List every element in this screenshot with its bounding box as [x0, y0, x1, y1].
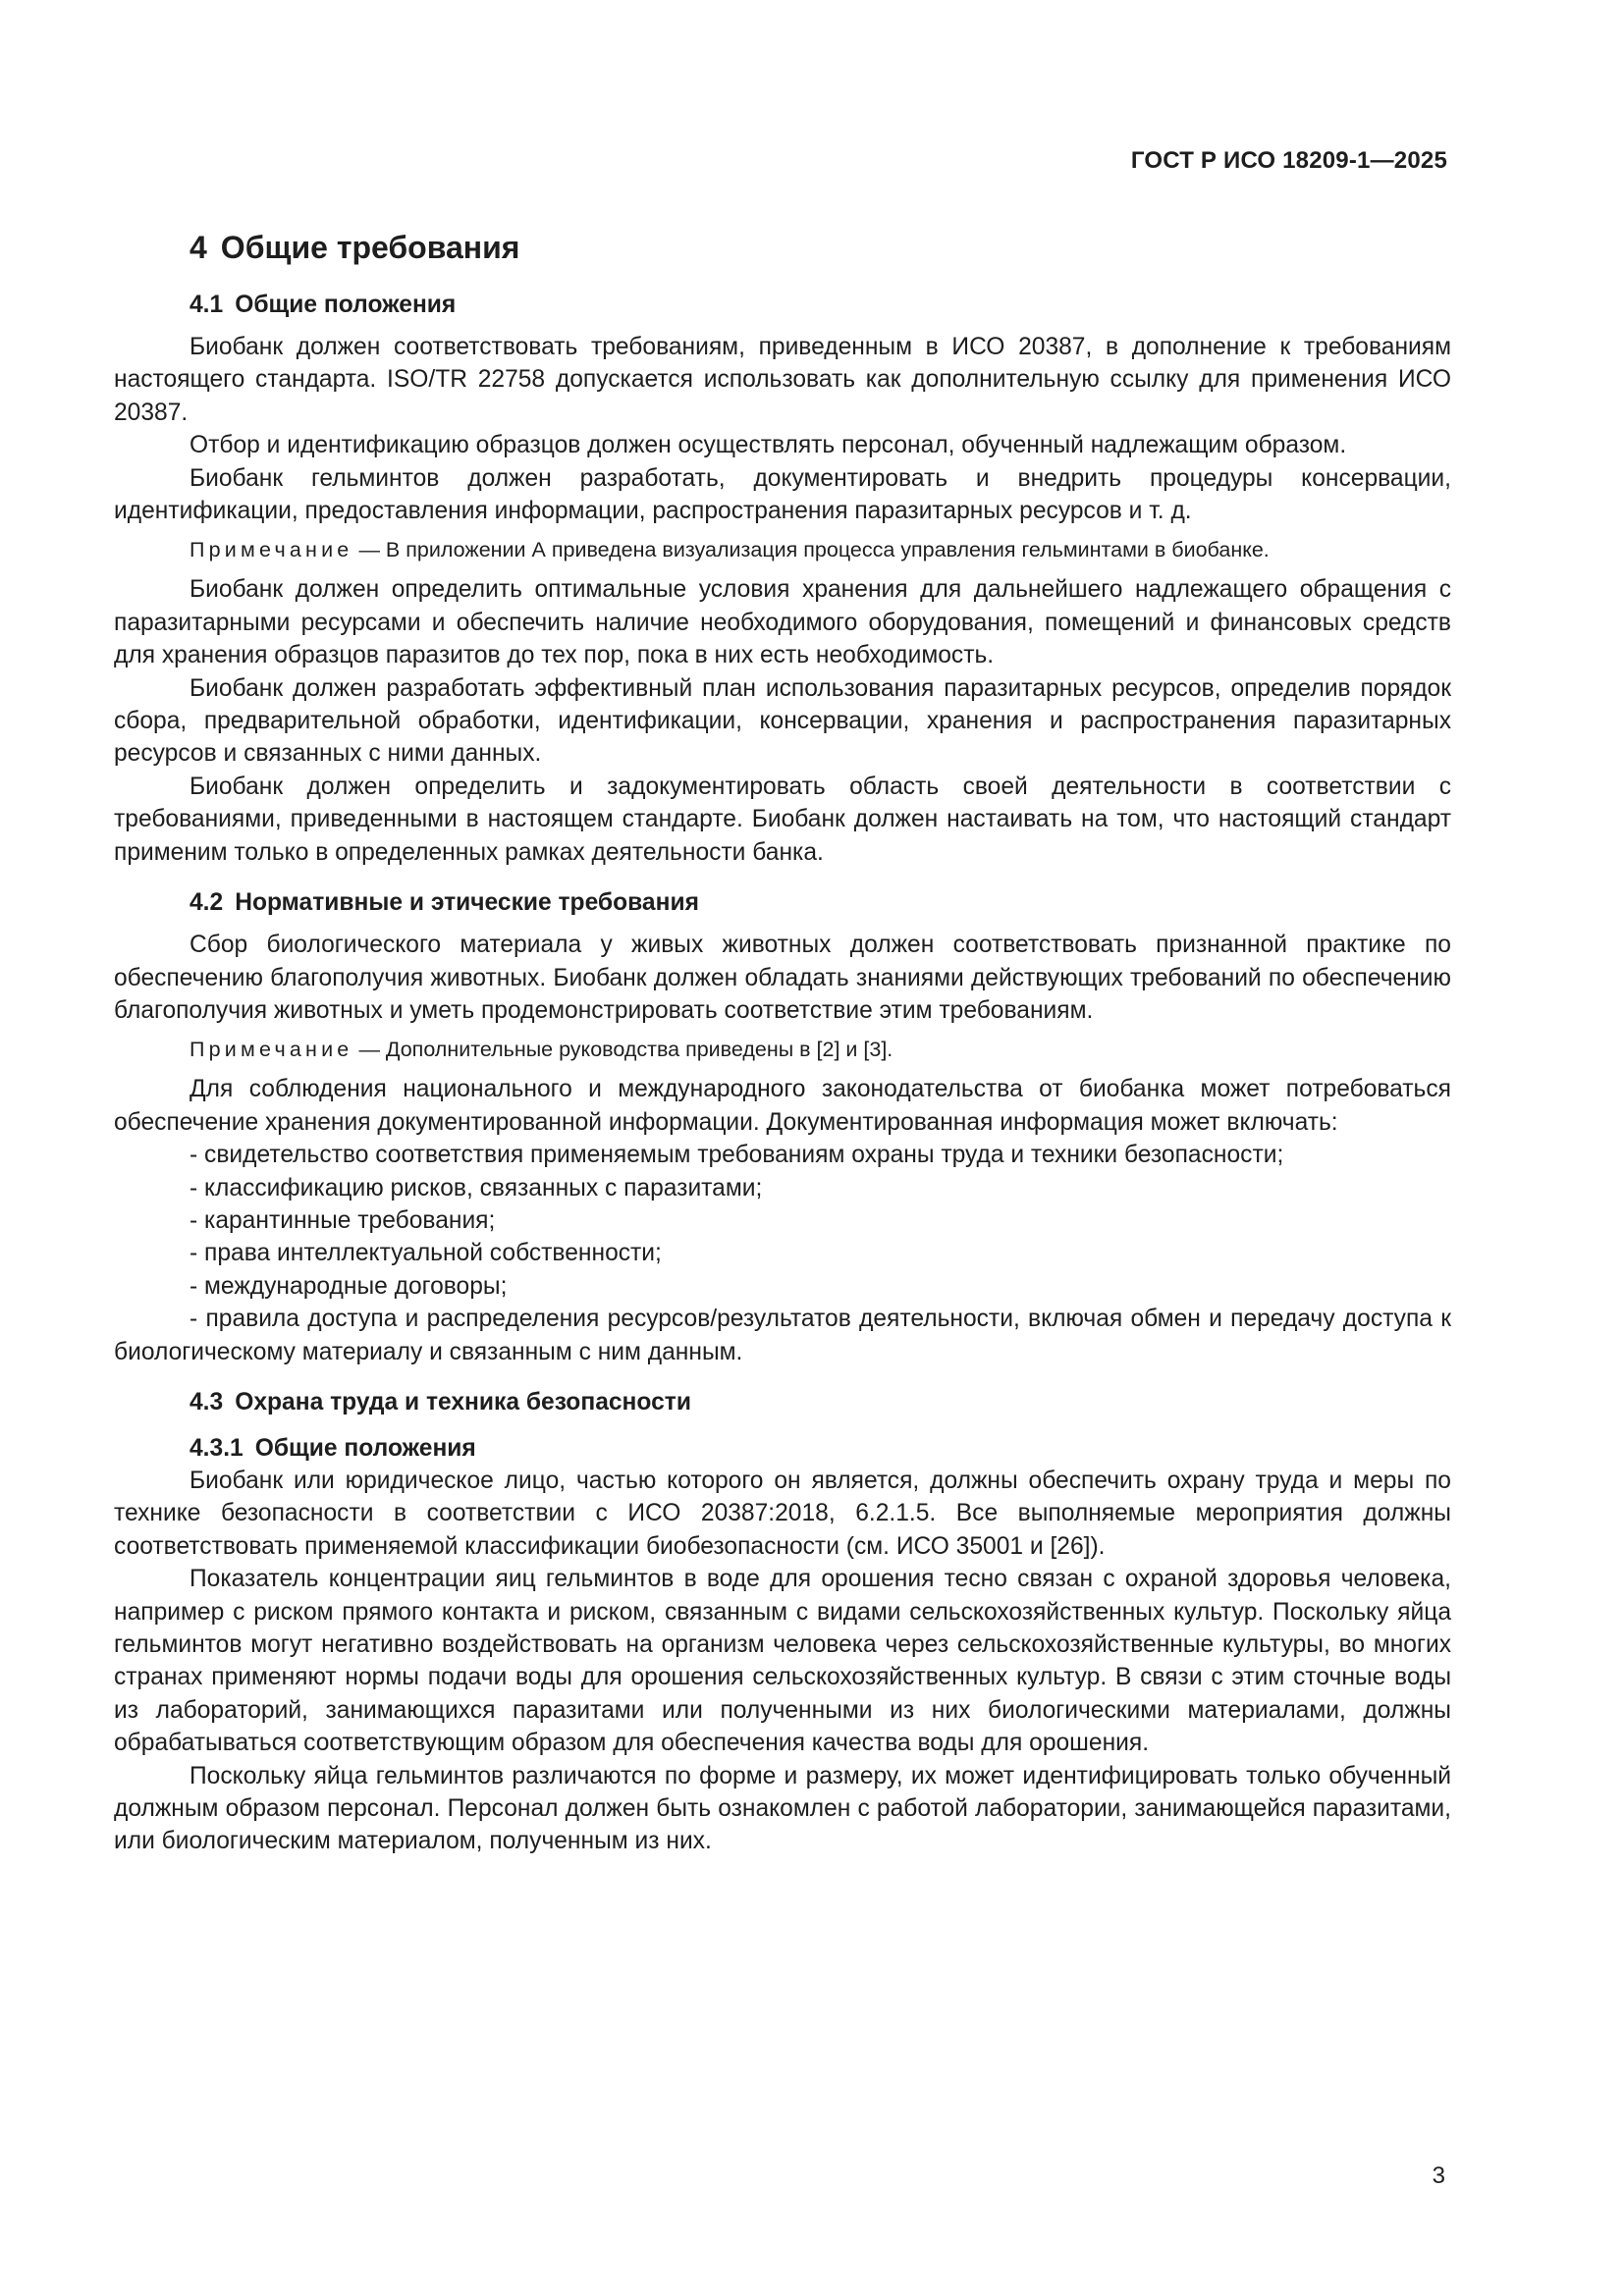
subsection-title: Общие положения — [254, 1434, 476, 1462]
subsection-title: Нормативные и этические требования — [235, 889, 699, 917]
subsection-4-3-1-heading — [189, 1432, 1451, 1465]
section-4-heading — [189, 228, 1451, 267]
subsection-4-1-heading — [189, 289, 1451, 321]
paragraph: Для соблюдения национального и международного законодательства от биобанка может потребоваться обеспечение хранения документированной информации. Документированная информация может включать: — [114, 1076, 1451, 1136]
note — [114, 534, 1451, 566]
section-title: Общие требования — [220, 230, 520, 265]
note-text: — Дополнительные руководства приведены в [2] и [3]. — [358, 1038, 893, 1062]
subsection-number: 4.3.1 — [189, 1434, 244, 1462]
page-number: 3 — [1432, 2163, 1445, 2189]
subsection-number: 4.2 — [189, 889, 224, 917]
paragraph: Отбор и идентификацию образцов должен осуществлять персонал, обученный надлежащим образом. — [189, 432, 1347, 459]
paragraph: Биобанк или юридическое лицо, частью которого он является, должны обеспечить охрану труда и меры по технике безопасности в соответствии с ИСО 20387:2018, 6.2.1.5. Все выполняемые мероприятия должны соответствовать применяемой классификации биобезопасности (см. ИСО 35001 и [26]). — [114, 1467, 1451, 1560]
subsection-title: Охрана труда и техника безопасности — [235, 1388, 691, 1415]
paragraph: Сбор биологического материала у живых животных должен соответствовать признанной практике по обеспечению благополучия животных. Биобанк должен обладать знаниями действующих требований по обеспечению благополучия животных и уметь продемонстрировать соответствие этим требованиям. — [114, 932, 1451, 1024]
standard-code: ГОСТ Р ИСО 18209-1—2025 — [1130, 147, 1447, 174]
subsection-number: 4.3 — [189, 1388, 224, 1415]
section-number: 4 — [189, 230, 207, 265]
subsection-number: 4.1 — [189, 292, 224, 318]
paragraph: Поскольку яйца гельминтов различаются по форме и размеру, их может идентифицировать только обученный должным образом персонал. Персонал должен быть ознакомлен с работой лаборатории, занимающейся паразитами, или биологическим материалом, полученным из них. — [114, 1762, 1451, 1855]
paragraph: Биобанк должен разработать эффективный план использования паразитарных ресурсов, определив порядок сбора, предварительной обработки, идентификации, консервации, хранения и распространения паразитарных ресурсов и связанных с ними данных. — [114, 674, 1451, 768]
list-item: - права интеллектуальной собственности; — [189, 1240, 662, 1267]
list-item: - свидетельство соответствия применяемым требованиям охраны труда и техники безопасности; — [189, 1142, 1284, 1169]
paragraph: Показатель концентрации яиц гельминтов в воде для орошения тесно связан с охраной здоровья человека, например с риском прямого контакта и риском, связанным с видами сельскохозяйственных культур. Поскольку яйца гельминтов могут негативно воздействовать на организм человека через сельскохозяйственные культуры, во многих странах применяют нормы подачи воды для орошения сельскохозяйственных культур. В связи с этим сточные воды из лабораторий, занимающихся паразитами или полученными из них биологическими материалами, должны обрабатываться соответствующим образом для обеспечения качества воды для орошения. — [114, 1566, 1451, 1757]
note — [114, 1034, 1451, 1066]
note-label: Примечание — [189, 538, 353, 562]
note-label: Примечание — [189, 1038, 353, 1062]
page-content — [114, 216, 1451, 1858]
paragraph: Биобанк гельминтов должен разработать, документировать и внедрить процедуры консервации, идентификации, предоставления информации, распространения паразитарных ресурсов и т. д. — [114, 464, 1451, 525]
list-item: - карантинные требования; — [189, 1206, 496, 1234]
list-item: - классификацию рисков, связанных с паразитами; — [189, 1174, 763, 1201]
list-item: - международные договоры; — [189, 1272, 508, 1300]
paragraph: Биобанк должен соответствовать требованиям, приведенным в ИСО 20387, в дополнение к требованиям настоящего стандарта. ISO/TR 22758 допускается использовать как дополнительную ссылку для применения ИСО 20387. — [114, 334, 1451, 426]
subsection-title: Общие положения — [235, 292, 457, 318]
subsection-4-3-heading — [189, 1386, 1451, 1418]
paragraph: Биобанк должен определить и задокументировать область своей деятельности в соответствии с требованиями, приведенными в настоящем стандарте. Биобанк должен настаивать на том, что настоящий стандарт применим только в определенных рамках деятельности банка. — [114, 773, 1451, 866]
subsection-4-2-heading — [189, 886, 1451, 919]
paragraph: Биобанк должен определить оптимальные условия хранения для дальнейшего надлежащего обращения с паразитарными ресурсами и обеспечить наличие необходимого оборудования, помещений и финансовых средств для хранения образцов паразитов до тех пор, пока в них есть необходимость. — [114, 576, 1451, 669]
note-text: — В приложении А приведена визуализация процесса управления гельминтами в биобанке. — [358, 538, 1270, 562]
list-item: - правила доступа и распределения ресурсов/результатов деятельности, включая обмен и передачу доступа к биологическому материалу и связанным с ним данным. — [114, 1306, 1451, 1365]
